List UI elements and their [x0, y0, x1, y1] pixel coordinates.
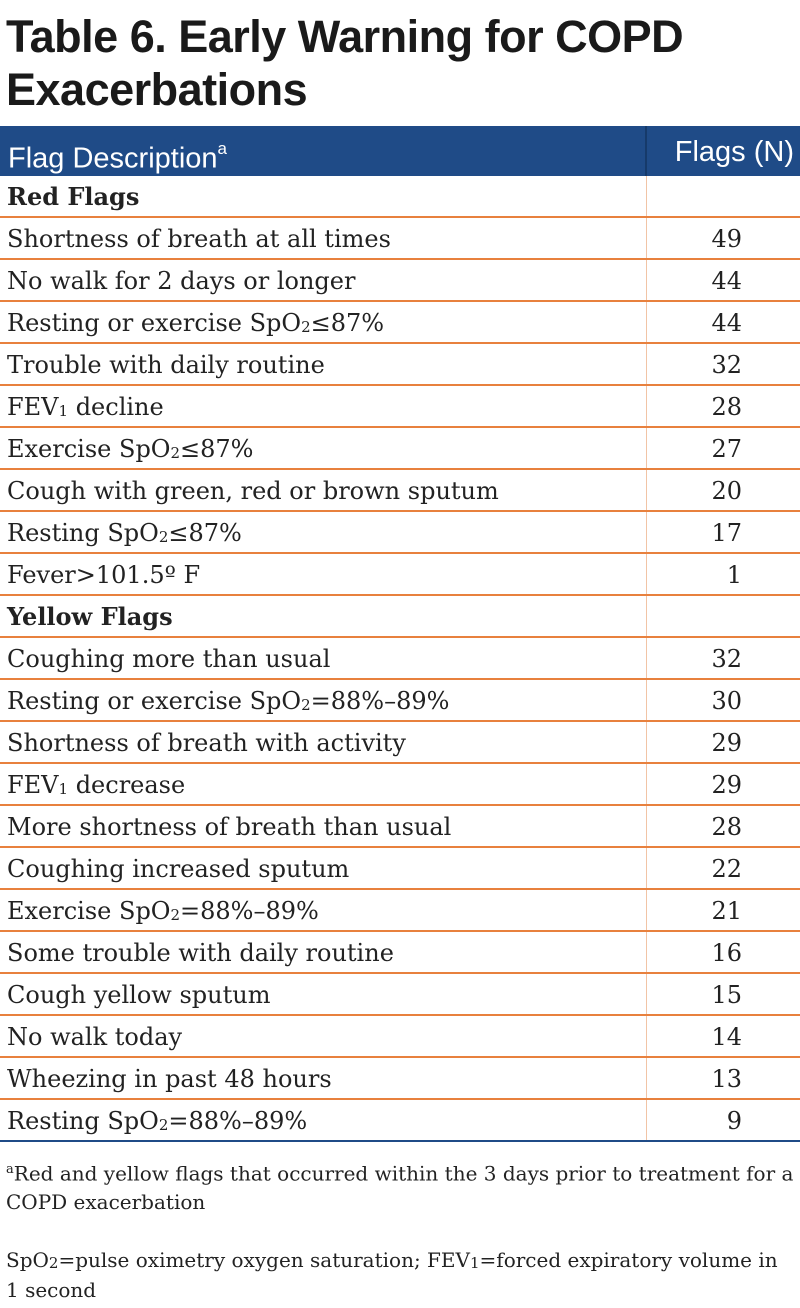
flag-count: 20 — [711, 477, 742, 505]
flag-count: 27 — [711, 435, 742, 463]
flag-description — [7, 680, 449, 725]
table-row — [0, 302, 800, 344]
flag-count: 21 — [711, 897, 742, 925]
table-row — [0, 344, 800, 386]
flag-description — [7, 428, 253, 473]
flag-description-suffix: =88%–89% — [168, 1107, 308, 1135]
flag-description — [7, 890, 319, 935]
flag-description-text: Cough with green, red or brown sputum — [7, 477, 499, 505]
flag-description — [7, 1100, 307, 1145]
flag-description — [7, 218, 391, 260]
section-label — [7, 176, 139, 218]
flag-count: 44 — [711, 309, 742, 337]
flag-count: 1 — [726, 561, 742, 589]
column-divider — [646, 344, 647, 384]
table-row — [0, 512, 800, 554]
table-header — [0, 126, 800, 176]
flag-description — [7, 764, 185, 809]
column-divider — [646, 806, 647, 846]
flag-description-text: Exercise SpO — [7, 897, 171, 925]
footnote-flags-text: Red and yellow flags that occurred within the 3 days prior to treatment for a COPD exacerbation — [6, 1161, 794, 1214]
flag-count: 49 — [711, 225, 742, 253]
column-divider — [646, 1016, 647, 1056]
column-divider — [646, 1100, 647, 1140]
table-row — [0, 554, 800, 596]
header-footnote-marker: a — [217, 139, 227, 158]
section-header-row — [0, 596, 800, 638]
flag-description-suffix: ≤87% — [168, 519, 242, 547]
column-divider — [646, 512, 647, 552]
flag-count: 16 — [711, 939, 742, 967]
flag-description-text: Cough yellow sputum — [7, 981, 271, 1009]
column-divider — [646, 638, 647, 678]
flag-count: 28 — [711, 393, 742, 421]
flag-description — [7, 470, 499, 512]
flag-description-text: Some trouble with daily routine — [7, 939, 394, 967]
table-row — [0, 218, 800, 260]
flag-description — [7, 302, 384, 347]
table-row — [0, 764, 800, 806]
header-divider — [645, 126, 647, 176]
flag-description — [7, 722, 406, 764]
flag-description-text: Shortness of breath at all times — [7, 225, 391, 253]
flag-description-suffix: =88%–89% — [180, 897, 319, 925]
flag-description — [7, 386, 164, 431]
flag-description-text: Resting or exercise SpO — [7, 687, 302, 715]
flag-count: 14 — [711, 1023, 742, 1051]
abbr-fev-def: =forced expiratory volume in 1 second — [6, 1248, 778, 1302]
table-title: Table 6. Early Warning for COPD Exacerbations — [6, 11, 684, 115]
table-row — [0, 974, 800, 1016]
flag-description — [7, 260, 355, 302]
table-row — [0, 722, 800, 764]
flag-description-text: Fever>101.5º F — [7, 561, 201, 589]
flag-description-subscript: 2 — [301, 318, 311, 336]
flag-count: 44 — [711, 267, 742, 295]
flag-description-text: Shortness of breath with activity — [7, 729, 406, 757]
flag-count: 9 — [726, 1107, 742, 1135]
column-divider — [646, 764, 647, 804]
flag-count: 32 — [711, 351, 742, 379]
table-row — [0, 638, 800, 680]
flag-description — [7, 974, 270, 1016]
column-divider — [646, 428, 647, 468]
flag-description-suffix: decline — [68, 393, 164, 421]
flag-description-suffix: ≤87% — [180, 435, 254, 463]
flag-description — [7, 1058, 332, 1100]
flag-description — [7, 932, 394, 974]
column-divider — [646, 932, 647, 972]
flag-count: 30 — [711, 687, 742, 715]
flag-description — [7, 344, 325, 386]
flag-count: 17 — [711, 519, 742, 547]
flag-description — [7, 638, 330, 680]
table-row — [0, 260, 800, 302]
flag-description-subscript: 2 — [158, 1116, 169, 1134]
flag-description-text: No walk today — [7, 1023, 183, 1051]
footnote-flags — [6, 1156, 796, 1216]
flag-description-text: Coughing increased sputum — [7, 855, 350, 883]
flag-description — [7, 554, 200, 596]
flag-description-text: More shortness of breath than usual — [7, 813, 452, 841]
flag-description-text: No walk for 2 days or longer — [7, 267, 356, 295]
column-divider — [646, 554, 647, 594]
flag-description-subscript: 2 — [170, 906, 181, 924]
flag-description-suffix: ≤87% — [310, 309, 385, 337]
column-divider — [646, 890, 647, 930]
section-label — [7, 596, 173, 638]
flag-description-subscript: 2 — [301, 696, 311, 714]
flag-description-suffix: decrease — [68, 771, 186, 799]
flag-description-subscript: 2 — [158, 528, 169, 546]
header-flag-description — [8, 126, 227, 176]
flag-description — [7, 806, 451, 848]
flag-description-text: Exercise SpO — [7, 435, 171, 463]
flag-count: 32 — [711, 645, 742, 673]
table-row — [0, 428, 800, 470]
column-divider — [646, 680, 647, 720]
flag-count: 28 — [711, 813, 742, 841]
flag-description-text: Trouble with daily routine — [7, 351, 325, 379]
abbr-spo-sub: 2 — [48, 1254, 59, 1272]
flag-description-text: Red Flags — [7, 182, 140, 211]
table-row — [0, 890, 800, 932]
column-divider — [646, 386, 647, 426]
table-row — [0, 680, 800, 722]
flag-count: 29 — [711, 771, 742, 799]
flag-description-text: Resting or exercise SpO — [7, 309, 302, 337]
abbr-fev-sub: 1 — [469, 1254, 480, 1272]
table-row — [0, 848, 800, 890]
flag-count: 29 — [711, 729, 742, 757]
table-row — [0, 1016, 800, 1058]
flag-description-text: Wheezing in past 48 hours — [7, 1065, 332, 1093]
flag-description-text: Yellow Flags — [7, 602, 173, 631]
column-divider — [646, 260, 647, 300]
flag-description-subscript: 2 — [170, 444, 181, 462]
column-divider — [646, 596, 647, 636]
flag-count: 13 — [711, 1065, 742, 1093]
column-divider — [646, 722, 647, 762]
flag-description — [7, 512, 242, 557]
column-divider — [646, 974, 647, 1014]
table-row — [0, 1100, 800, 1142]
flag-description-suffix: =88%–89% — [310, 687, 450, 715]
table-row — [0, 932, 800, 974]
header-flags-count: Flags (N) — [674, 136, 794, 168]
footnote-marker: a — [6, 1162, 14, 1177]
flag-description-text: Resting SpO — [7, 519, 159, 547]
flag-description-text: FEV — [7, 771, 59, 799]
flag-description-subscript: 1 — [58, 780, 69, 798]
column-divider — [646, 470, 647, 510]
abbr-spo-def: =pulse oximetry oxygen saturation; FEV — [58, 1248, 470, 1272]
flag-description-subscript: 1 — [58, 402, 69, 420]
flag-count: 15 — [711, 981, 742, 1009]
flag-count: 22 — [711, 855, 742, 883]
table-row — [0, 806, 800, 848]
column-divider — [646, 1058, 647, 1098]
table-row — [0, 386, 800, 428]
header-flag-description-label: Flag Description — [8, 142, 218, 175]
column-divider — [646, 302, 647, 342]
footnote-abbreviations — [6, 1246, 796, 1304]
table-row — [0, 1058, 800, 1100]
flag-description-text: Resting SpO — [7, 1107, 159, 1135]
column-divider — [646, 848, 647, 888]
abbr-spo: SpO — [6, 1248, 49, 1272]
flag-description-text: Coughing more than usual — [7, 645, 331, 673]
column-divider — [646, 218, 647, 258]
section-header-row — [0, 176, 800, 218]
flag-description — [7, 848, 349, 890]
flag-description-text: FEV — [7, 393, 59, 421]
flag-description — [7, 1016, 182, 1058]
table-body — [0, 176, 800, 1142]
column-divider — [646, 176, 647, 216]
table-row — [0, 470, 800, 512]
